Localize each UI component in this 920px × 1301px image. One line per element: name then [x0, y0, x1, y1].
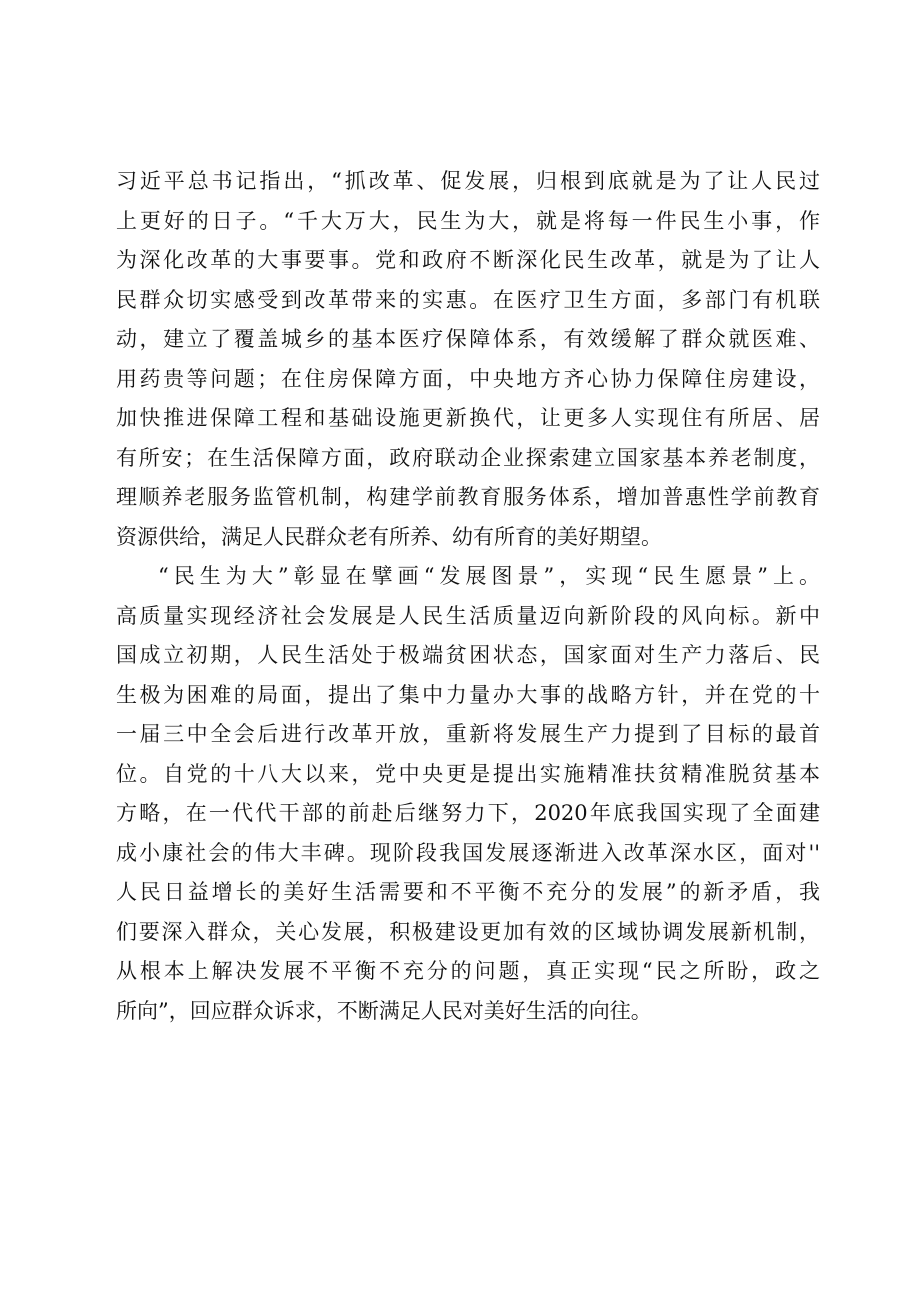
paragraph-line: 们要深入群众，关心发展，积极建设更加有效的区域协调发展新机制，: [116, 919, 820, 944]
paragraph-line: 上更好的日子。“千大万大，民生为大，就是将每一件民生小事，作: [116, 208, 820, 233]
paragraph-line: 所向”，回应群众诉求，不断满足人民对美好生活的向往。: [116, 998, 652, 1023]
paragraph-line: 人民日益增长的美好生活需要和不平衡不充分的发展”的新矛盾，我: [116, 880, 820, 904]
paragraph-line: “民生为大”彰显在擘画“发展图景”，实现“民生愿景”上。: [158, 564, 820, 588]
paragraph-2: [116, 557, 820, 1031]
paragraph-line: 一届三中全会后进行改革开放，重新将发展生产力提到了目标的最首: [116, 722, 820, 746]
paragraph-line: 理顺养老服务监管机制，构建学前教育服务体系，增加普惠性学前教育: [116, 485, 820, 509]
paragraph-line: 成小康社会的伟大丰碑。现阶段我国发展逐渐进入改革深水区，面对'': [116, 840, 820, 865]
paragraph-1: [116, 162, 820, 557]
paragraph-line: 生极为困难的局面，提出了集中力量办大事的战略方针，并在党的十: [116, 682, 820, 707]
paragraph-line: 习近平总书记指出，“抓改革、促发展，归根到底就是为了让人民过: [116, 169, 820, 193]
paragraph-line: 用药贵等问题；在住房保障方面，中央地方齐心协力保障住房建设，: [116, 366, 820, 391]
paragraph-line: 高质量实现经济社会发展是人民生活质量迈向新阶段的风向标。新中: [116, 603, 820, 628]
paragraph-line: 国成立初期，人民生活处于极端贫困状态，国家面对生产力落后、民: [116, 643, 820, 667]
paragraph-line: 为深化改革的大事要事。党和政府不断深化民生改革，就是为了让人: [116, 248, 820, 272]
paragraph-line: 方略，在一代代干部的前赴后继努力下，2020年底我国实现了全面建: [116, 801, 820, 825]
paragraph-line: 有所安；在生活保障方面，政府联动企业探索建立国家基本养老制度，: [116, 445, 820, 470]
paragraph-line: 从根本上解决发展不平衡不充分的问题，真正实现“民之所盼，政之: [116, 959, 820, 983]
paragraph-line: 民群众切实感受到改革带来的实惠。在医疗卫生方面，多部门有机联: [116, 287, 820, 312]
paragraph-line: 动，建立了覆盖城乡的基本医疗保障体系，有效缓解了群众就医难、: [116, 327, 820, 351]
paragraph-line: 资源供给，满足人民群众老有所养、幼有所育的美好期望。: [116, 524, 662, 549]
paragraph-line: 位。自党的十八大以来，党中央更是提出实施精准扶贫精准脱贫基本: [116, 761, 820, 786]
paragraph-line: 加快推进保障工程和基础设施更新换代，让更多人实现住有所居、居: [116, 406, 820, 430]
